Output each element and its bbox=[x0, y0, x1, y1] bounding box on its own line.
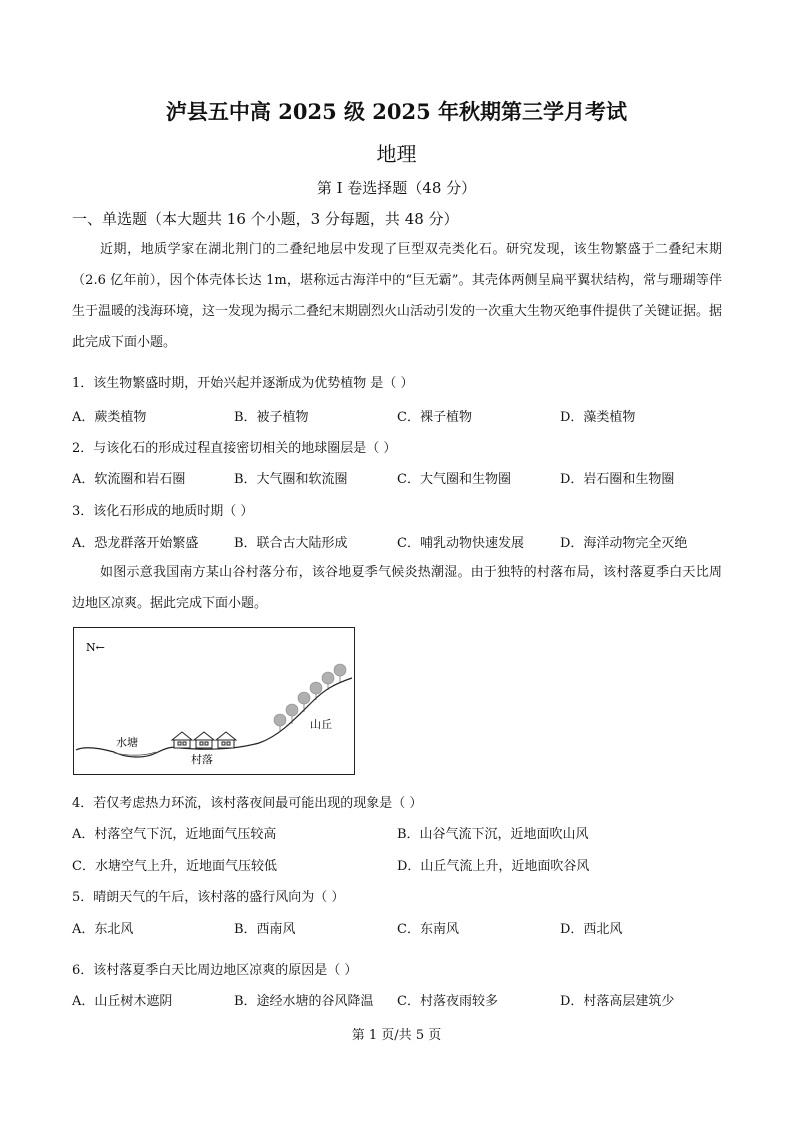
question-1-option-b[interactable]: B．被子植物 bbox=[234, 410, 309, 425]
question-3-stem: 3．该化石形成的地质时期（ ） bbox=[72, 504, 254, 519]
question-1-option-a[interactable]: A．蕨类植物 bbox=[72, 410, 147, 425]
question-2-option-a[interactable]: A．软流圈和岩石圈 bbox=[72, 472, 186, 487]
question-6-stem: 6．该村落夏季白天比周边地区凉爽的原因是（ ） bbox=[72, 963, 358, 978]
question-5-option-b[interactable]: B．西南风 bbox=[234, 922, 296, 937]
question-5-option-c[interactable]: C．东南风 bbox=[397, 922, 459, 937]
page-footer: 第 1 页/共 5 页 bbox=[351, 1028, 442, 1043]
subject-title: 地理 bbox=[376, 142, 417, 166]
passage-1-text: 近期，地质学家在湖北荆门的二叠纪地层中发现了巨型双壳类化石。研究发现，该生物繁盛于二叠纪末期（2.6 亿年前），因个体壳体长达 1m，堪称远古海洋中的“巨无霸”。其壳体两侧呈扁平翼状结构，常与珊瑚等伴生于温暖的浅海环境，这一发现为揭示二叠纪末期剧烈火山活动引发的一次重大生物灭绝事件提供了关键证据。据此完成下面小题。 bbox=[72, 242, 723, 350]
question-2-option-b[interactable]: B．大气圈和软流圈 bbox=[234, 472, 348, 487]
question-3-option-b[interactable]: B．联合古大陆形成 bbox=[234, 536, 348, 551]
section-heading: 一、单选题（本大题共 16 个小题，3 分每题，共 48 分） bbox=[72, 210, 459, 228]
question-2-stem: 2．与该化石的形成过程直接密切相关的地球圈层是（ ） bbox=[72, 441, 397, 456]
exam-title: 泸县五中高 2025 级 2025 年秋期第三学月考试 bbox=[165, 99, 628, 124]
village-label: 村落 bbox=[191, 753, 213, 766]
question-5-stem: 5．晴朗天气的午后，该村落的盛行风向为（ ） bbox=[72, 890, 345, 905]
pond-label: 水塘 bbox=[116, 736, 138, 749]
question-3-option-a[interactable]: A．恐龙群落开始繁盛 bbox=[72, 536, 199, 551]
question-1-stem: 1．该生物繁盛时期，开始兴起并逐渐成为优势植物 是（ ） bbox=[72, 376, 414, 391]
question-6-option-d[interactable]: D．村落高层建筑少 bbox=[560, 994, 675, 1009]
volume-heading: 第 I 卷选择题（48 分） bbox=[316, 179, 477, 197]
passage-2-text: 如图示意我国南方某山谷村落分布，该谷地夏季气候炎热潮湿。由于独特的村落布局，该村落夏季白天比周边地区凉爽。据此完成下面小题。 bbox=[72, 565, 722, 611]
question-1-option-d[interactable]: D．藻类植物 bbox=[560, 410, 636, 425]
valley-village-diagram bbox=[74, 628, 354, 774]
question-1-option-c[interactable]: C．裸子植物 bbox=[397, 410, 472, 425]
passage-1 bbox=[72, 234, 722, 358]
question-5-option-d[interactable]: D．西北风 bbox=[560, 922, 623, 937]
question-2-option-c[interactable]: C．大气圈和生物圈 bbox=[397, 472, 511, 487]
question-5-option-a[interactable]: A．东北风 bbox=[72, 922, 134, 937]
question-6-option-a[interactable]: A．山丘树木遮阴 bbox=[72, 994, 173, 1009]
question-6-option-b[interactable]: B．途经水塘的谷风降温 bbox=[234, 994, 374, 1009]
valley-village-figure bbox=[73, 627, 355, 775]
north-arrow-label: N← bbox=[86, 641, 105, 654]
question-3-option-d[interactable]: D．海洋动物完全灭绝 bbox=[560, 536, 688, 551]
question-6-option-c[interactable]: C．村落夜雨较多 bbox=[397, 994, 498, 1009]
village-houses bbox=[172, 732, 236, 748]
question-2-option-d[interactable]: D．岩石圈和生物圈 bbox=[560, 472, 675, 487]
question-3-option-c[interactable]: C．哺乳动物快速发展 bbox=[397, 536, 524, 551]
hill-label: 山丘 bbox=[310, 718, 332, 731]
question-4-option-c[interactable]: C．水塘空气上升，近地面气压较低 bbox=[72, 859, 277, 874]
question-4-option-b[interactable]: B．山谷气流下沉，近地面吹山风 bbox=[397, 827, 589, 842]
question-4-option-d[interactable]: D．山丘气流上升，近地面吹谷风 bbox=[397, 859, 590, 874]
question-4-stem: 4．若仅考虑热力环流，该村落夜间最可能出现的现象是（ ） bbox=[72, 796, 423, 811]
question-4-option-a[interactable]: A．村落空气下沉，近地面气压较高 bbox=[72, 827, 277, 842]
passage-2 bbox=[72, 557, 722, 619]
